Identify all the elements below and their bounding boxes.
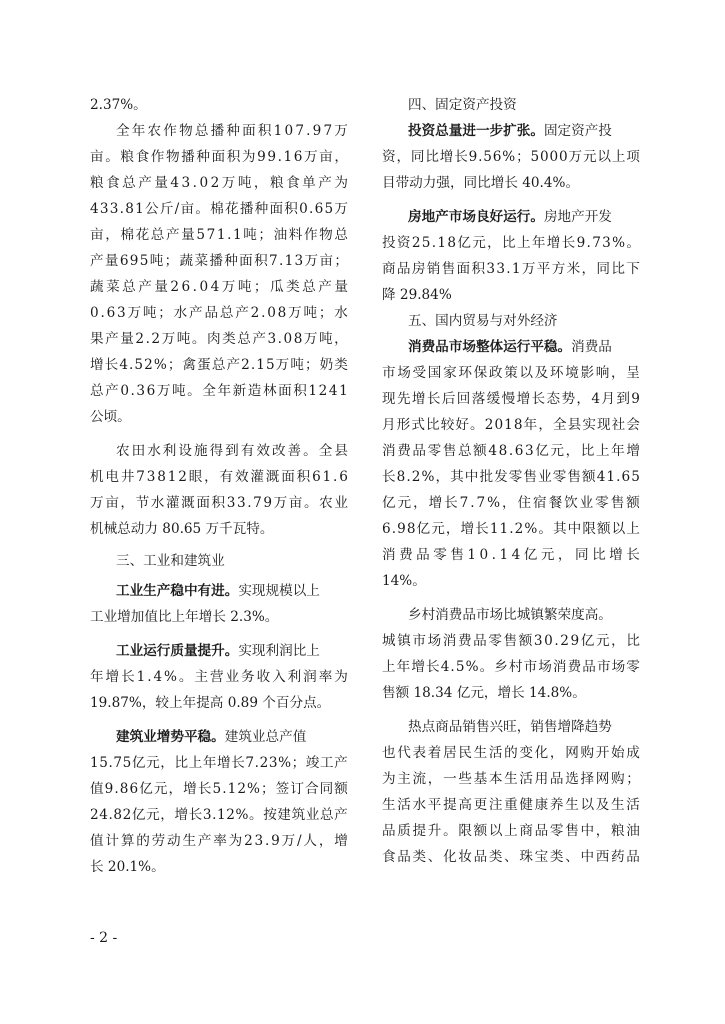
right-column	[382, 92, 640, 870]
text-line: 全 年 农 作 物 总 播 种 面 积 1 0 7 . 9 7 万	[116, 123, 348, 139]
text-line: 房地产市场良好运行。 房地产开发	[382, 204, 640, 230]
text-line: 万 亩 ， 节 水 灌 溉 面 积 3 3 . 7 9 万 亩 。 农 业	[90, 495, 348, 511]
text-line: 工业生产稳中有进。 实现规模以上	[90, 578, 348, 604]
text-line: 消费品市场整体运行平稳。 消费品	[382, 334, 640, 360]
bold-lead: 工业生产稳中有进。	[116, 583, 239, 599]
text-line: 也 代 表 着 居 民 生 活 的 变 化 ， 网 购 开 始 成	[382, 745, 640, 761]
text-line: 蔬 菜 总 产 量 2 6 . 0 4 万 吨 ； 瓜 类 总 产 量	[90, 279, 348, 295]
text-line: 果 产 量 2 . 2 万 吨 。 肉 类 总 产 3 . 0 8 万 吨 ，	[90, 331, 348, 347]
text-line: 农 田 水 利 设 施 得 到 有 效 改 善 。 全 县	[116, 443, 348, 459]
text-line: 市 场 受 国 家 环 保 政 策 以 及 环 境 影 响 ， 呈	[382, 365, 640, 381]
text-line: 商 品 房 销 售 面 积 3 3 . 1 万 平 方 米 ， 同 比 下	[382, 261, 640, 277]
bold-lead: 房地产市场良好运行。	[408, 209, 544, 225]
text-line: 目带动力强，同比增长 40.4%。	[382, 175, 580, 191]
page-number: - 2 -	[90, 930, 118, 946]
text-line: 消 费 品 零 售 总 额 4 8 . 6 3 亿 元 ， 比 上 年 增	[382, 443, 640, 459]
section-heading: 三、工业和建筑业	[116, 553, 225, 569]
text-line: 投资总量进一步扩张。 固定资产投	[382, 118, 640, 144]
text-line: 上 年 增 长 4 . 5 % 。 乡 村 市 场 消 费 品 市 场 零	[382, 659, 640, 675]
text-line: 亿 元 ， 增 长 7 . 7 % ， 住 宿 餐 饮 业 零 售 额	[382, 495, 640, 511]
text-line: 粮 食 总 产 量 4 3 . 0 2 万 吨 ， 粮 食 单 产 为	[90, 175, 348, 191]
text-line: 年 增 长 1 . 4 % 。 主 营 业 务 收 入 利 润 率 为	[90, 669, 348, 685]
text-line: 现 先 增 长 后 回 落 缓 慢 增 长 态 势 ， 4 月 到 9	[382, 391, 640, 407]
text-line: 总 产 0 . 3 6 万 吨 。 全 年 新 造 林 面 积 1 2 4 1	[90, 383, 348, 399]
text-line: 2 4 . 8 2 亿 元 ， 增 长 3 . 1 2 % 。 按 建 筑 业 总 产	[90, 807, 348, 823]
text-line: 品 质 提 升 。 限 额 以 上 商 品 零 售 中 ， 粮 油	[382, 823, 640, 839]
text-line: 0 . 6 3 万 吨 ； 水 产 品 总 产 2 . 0 8 万 吨 ； 水	[90, 305, 348, 321]
section-heading: 四、固定资产投资	[408, 97, 517, 113]
text-line: 4 3 3 . 8 1 公 斤 / 亩 。 棉 花 播 种 面 积 0 . 6 5 万	[90, 201, 348, 217]
text-line: 资 ， 同 比 增 长 9 . 5 6 % ； 5 0 0 0 万 元 以 上 项	[382, 149, 640, 165]
text-line: 增 长 4 . 5 2 % ； 禽 蛋 总 产 2 . 1 5 万 吨 ； 奶 类	[90, 357, 348, 373]
text-line: 食 品 类 、 化 妆 品 类 、 珠 宝 类 、 中 西 药 品	[382, 849, 640, 865]
text-line: 产 量 6 9 5 吨 ； 蔬 菜 播 种 面 积 7 . 1 3 万 亩 ；	[90, 253, 348, 269]
text-line: 月 形 式 比 较 好 。 2 0 1 8 年 ， 全 县 实 现 社 会	[382, 417, 640, 433]
text-line: 值 计 算 的 劳 动 生 产 率 为 2 3 . 9 万 / 人 ， 增	[90, 833, 348, 849]
text-line: 降 29.84%	[382, 287, 452, 303]
text-line: 售额 18.34 亿元，增长 14.8%。	[382, 685, 586, 701]
text-line: 工业运行质量提升。 实现利润比上	[90, 638, 348, 664]
bold-lead: 建筑业增势平稳。	[116, 729, 225, 745]
bold-lead: 消费品市场整体运行平稳。	[408, 339, 572, 355]
text-line: 生 活 水 平 提 高 更 注 重 健 康 养 生 以 及 生 活	[382, 797, 640, 813]
text-line: 机 电 井 7 3 8 1 2 眼 ， 有 效 灌 溉 面 积 6 1 . 6	[90, 469, 348, 485]
text-line: 亩 ， 棉 花 总 产 量 5 7 1 . 1 吨 ； 油 料 作 物 总	[90, 227, 348, 243]
text-line: 2.37%。	[90, 97, 147, 113]
section-heading: 五、国内贸易与对外经济	[408, 313, 558, 329]
text-line: 19.87%，较上年提高 0.89 个百分点。	[90, 695, 331, 711]
text-line: 长 20.1%。	[90, 859, 165, 875]
left-column	[90, 92, 348, 880]
text-line: 亩 。 粮 食 作 物 播 种 面 积 为 9 9 . 1 6 万 亩 ，	[90, 149, 348, 165]
text-line: 机械总动力 80.65 万千瓦特。	[90, 521, 274, 537]
text-line: 值 9 . 8 6 亿 元 ， 增 长 5 . 1 2 % ； 签 订 合 同 额	[90, 781, 348, 797]
text-line: 消 费 品 零 售 1 0 . 1 4 亿 元 ， 同 比 增 长	[382, 547, 640, 563]
text-line: 公顷。	[90, 409, 131, 425]
text-line: 为 主 流 ， 一 些 基 本 生 活 用 品 选 择 网 购 ；	[382, 771, 640, 787]
text-line: 热点商品销售兴旺，销售增降趋势	[408, 719, 612, 735]
text-line: 建筑业增势平稳。 建筑业总产值	[90, 724, 348, 750]
text-line: 乡村消费品市场比城镇繁荣度高。	[408, 607, 612, 623]
text-line: 工业增加值比上年增长 2.3%。	[90, 609, 279, 625]
bold-lead: 工业运行质量提升。	[116, 643, 239, 659]
text-line: 14%。	[382, 573, 426, 589]
text-line: 城 镇 市 场 消 费 品 零 售 额 3 0 . 2 9 亿 元 ， 比	[382, 633, 640, 649]
text-line: 6 . 9 8 亿 元 ， 增 长 1 1 . 2 % 。 其 中 限 额 以 上	[382, 521, 640, 537]
bold-lead: 投资总量进一步扩张。	[408, 123, 544, 139]
text-line: 长 8 . 2 % ， 其 中 批 发 零 售 业 零 售 额 4 1 . 6 5	[382, 469, 640, 485]
text-line: 1 5 . 7 5 亿 元 ， 比 上 年 增 长 7 . 2 3 % ； 竣 工 产	[90, 755, 348, 771]
text-line: 投 资 2 5 . 1 8 亿 元 ， 比 上 年 增 长 9 . 7 3 % 。	[382, 235, 640, 251]
